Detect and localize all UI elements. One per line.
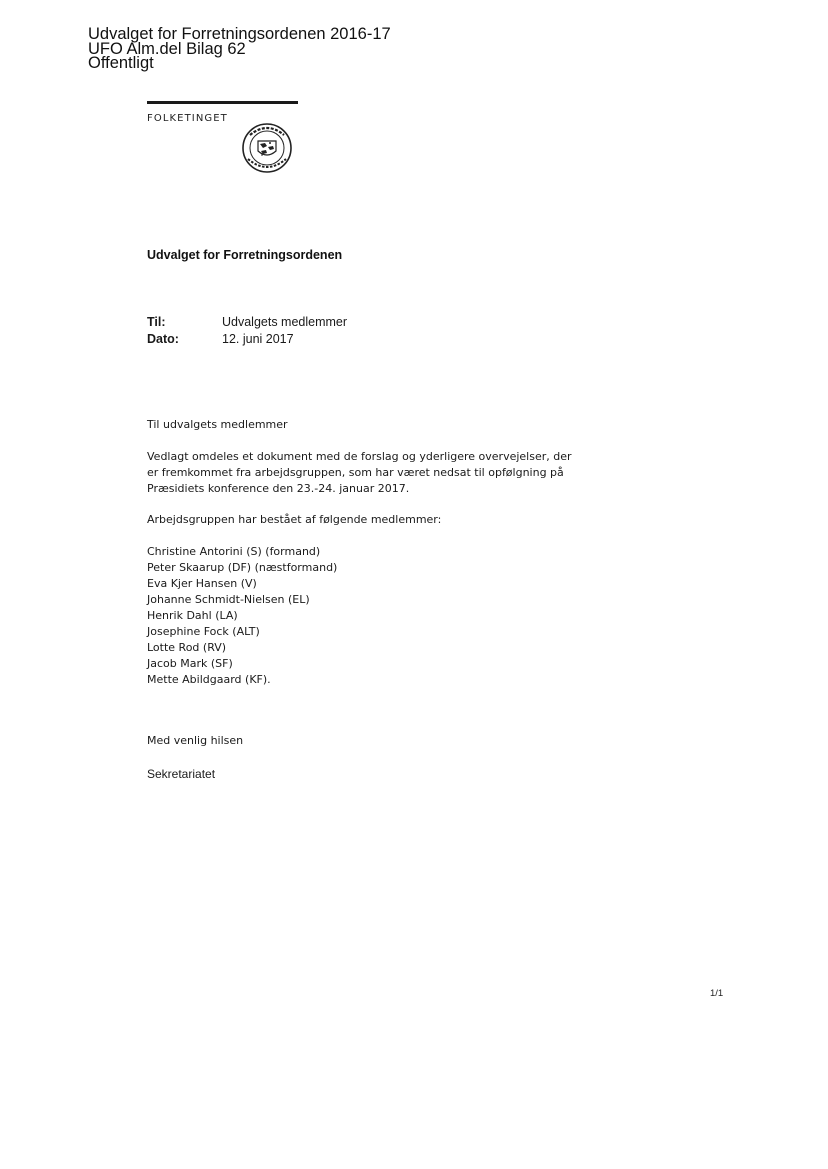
stamp-line-reference: UFO Alm.del Bilag 62 (88, 39, 246, 58)
committee-heading: Udvalget for Forretningsordenen (147, 248, 343, 262)
to-value: Udvalgets medlemmer (222, 315, 348, 329)
letter-greeting: Til udvalgets medlemmer (147, 418, 288, 431)
letter-closing: Med venlig hilsen (147, 734, 244, 747)
list-item: Lotte Rod (RV) (147, 641, 227, 654)
letter-intro (147, 449, 587, 497)
intro-line: er fremkommet fra arbejdsgruppen, som har været nedsat til opfølgning på (147, 466, 564, 479)
letter-signature: Sekretariatet (147, 767, 216, 781)
meta-date-row (147, 332, 447, 349)
intro-line: Præsidiets konference den 23.-24. januar 2017. (147, 482, 410, 495)
members-list (147, 544, 587, 688)
letter-meta (147, 315, 447, 349)
members-lead: Arbejdsgruppen har bestået af følgende medlemmer: (147, 513, 442, 526)
letterhead-org: FOLKETINGET (147, 113, 228, 124)
stamp-line-committee: Udvalget for Forretningsordenen 2016-17 (88, 25, 391, 43)
list-item: Peter Skaarup (DF) (næstformand) (147, 561, 338, 574)
stamp-line-status: Offentligt (88, 54, 154, 72)
page-number: 1/1 (710, 988, 724, 999)
intro-line: Vedlagt omdeles et dokument med de forslag og yderligere overvejelser, der (147, 450, 572, 463)
date-value: 12. juni 2017 (222, 332, 294, 346)
folketinget-seal-icon (236, 121, 298, 173)
list-item: Eva Kjer Hansen (V) (147, 577, 257, 590)
letterhead-rule (147, 101, 298, 104)
meta-to-row (147, 315, 447, 332)
to-label: Til: (147, 315, 166, 329)
list-item: Jacob Mark (SF) (147, 657, 233, 670)
date-label: Dato: (147, 332, 179, 346)
list-item: Mette Abildgaard (KF). (147, 673, 271, 686)
list-item: Christine Antorini (S) (formand) (147, 545, 321, 558)
list-item: Josephine Fock (ALT) (147, 625, 260, 638)
list-item: Henrik Dahl (LA) (147, 609, 238, 622)
list-item: Johanne Schmidt-Nielsen (EL) (147, 593, 310, 606)
document-stamp (88, 27, 391, 71)
